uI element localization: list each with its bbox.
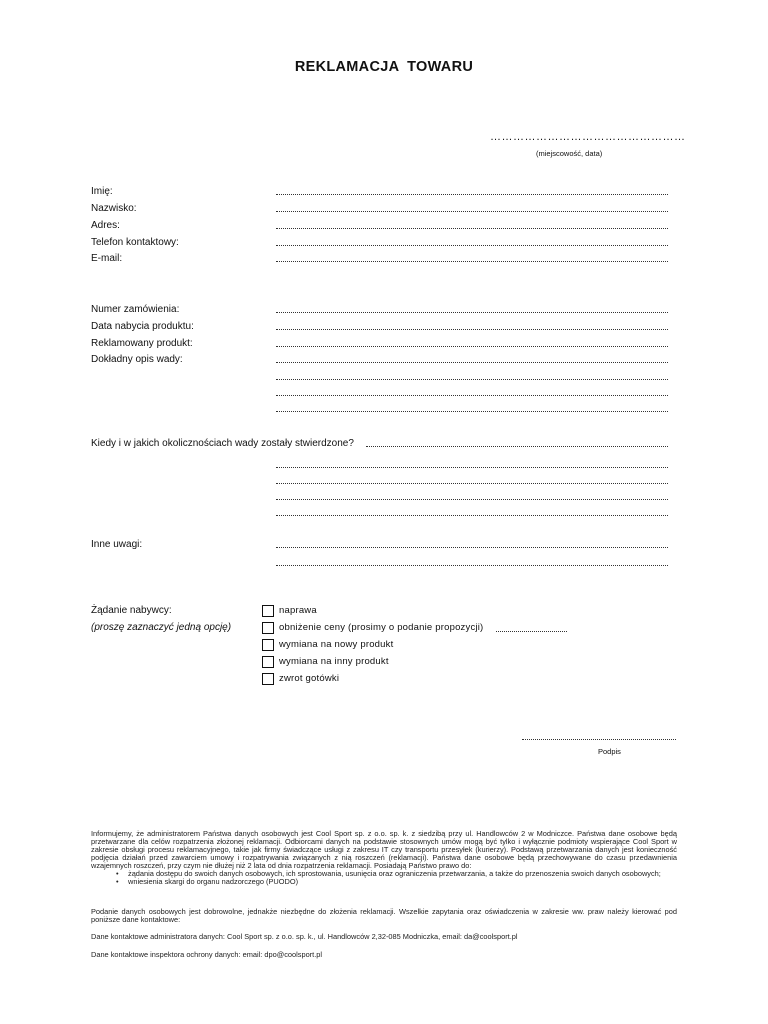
cash-refund-checkbox[interactable] bbox=[262, 673, 274, 685]
defect-field-line-3[interactable] bbox=[276, 395, 668, 396]
circumstances-field-line-4[interactable] bbox=[276, 499, 668, 500]
new-product-option-label: wymiana na nowy produkt bbox=[279, 639, 394, 650]
order-number-field[interactable] bbox=[276, 312, 668, 313]
gdpr-intro: Informujemy, że administratorem Państwa danych osobowych jest Cool Sport sp. z o.o. sp. k. z siedzibą przy ul. Handlowców 2 w Modniczce. Państwa dane osobowe będą przetwarzane dla celów rozpatrzenia złożonej reklamacji. Odbiorcami danych na podstawie stosownych umów mogą być tylko i wyłącznie podmioty wspierające Cool Sport w zakresie obsługi procesu reklamacyjnego, takie jak firmy świadczące usługi z zakresu IT czy transportu przesyłek (kurierzy). Podstawą przetwarzania danych jest konieczność podjęcia działań przed zawarciem umowy i rozpatrywania związanych z nią roszczeń (reklamacji). Państwa dane osobowe będą przechowywane do czasu przedawnienia wzajemnych roszczeń, przy czym nie dłużej niż 2 lata od dnia rozpatrzenia reklamacji. Posiadają Państwo prawo do: bbox=[91, 829, 677, 871]
name-field[interactable] bbox=[276, 194, 668, 195]
product-label: Reklamowany produkt: bbox=[91, 338, 193, 349]
gdpr-right-item: • wniesienia skargi do organu nadzorczego (PUODO) bbox=[110, 878, 677, 886]
phone-label: Telefon kontaktowy: bbox=[91, 237, 179, 248]
defect-field-line-4[interactable] bbox=[276, 411, 668, 412]
circumstances-label: Kiedy i w jakich okolicznościach wady zostały stwierdzone? bbox=[91, 438, 354, 449]
place-date-field[interactable]: …………………………………………… bbox=[490, 131, 686, 143]
name-label: Imię: bbox=[91, 186, 113, 197]
phone-field[interactable] bbox=[276, 245, 668, 246]
page-title: REKLAMACJA TOWARU bbox=[294, 59, 474, 75]
demand-label: Żądanie nabywcy: bbox=[91, 605, 172, 616]
dpo-contact: Dane kontaktowe inspektora ochrony danych: email: dpo@coolsport.pl bbox=[91, 950, 322, 959]
remarks-label: Inne uwagi: bbox=[91, 539, 143, 550]
defect-field-line-2[interactable] bbox=[276, 379, 668, 380]
purchase-date-field[interactable] bbox=[276, 329, 668, 330]
defect-field-line-1[interactable] bbox=[276, 362, 668, 363]
gdpr-right-item: • żądania dostępu do swoich danych osobowych, ich sprostowania, usunięcia oraz ograniczenia przetwarzania, a także do przenoszenia swoich danych osobowych; bbox=[110, 870, 677, 878]
remarks-field-line-1[interactable] bbox=[276, 547, 668, 548]
surname-field[interactable] bbox=[276, 211, 668, 212]
repair-option-label: naprawa bbox=[279, 605, 317, 616]
new-product-checkbox[interactable] bbox=[262, 639, 274, 651]
email-label: E-mail: bbox=[91, 253, 123, 264]
place-date-caption: (miejscowość, data) bbox=[536, 149, 603, 158]
gdpr-rights-list bbox=[110, 870, 677, 886]
address-label: Adres: bbox=[91, 220, 120, 231]
cash-refund-option-label: zwrot gotówki bbox=[279, 673, 340, 684]
order-number-label: Numer zamówienia: bbox=[91, 304, 180, 315]
purchase-date-label: Data nabycia produktu: bbox=[91, 321, 194, 332]
email-field[interactable] bbox=[276, 261, 668, 262]
surname-label: Nazwisko: bbox=[91, 203, 137, 214]
repair-checkbox[interactable] bbox=[262, 605, 274, 617]
defect-label: Dokładny opis wady: bbox=[91, 354, 183, 365]
circumstances-field-line-2[interactable] bbox=[276, 467, 668, 468]
circumstances-field-line-5[interactable] bbox=[276, 515, 668, 516]
gdpr-voluntary: Podanie danych osobowych jest dobrowolne, jednakże niezbędne do złożenia reklamacji. Wszelkie zapytania oraz oświadczenia w zakresie ww. praw należy kierować pod poniższe dane kontaktowe: bbox=[91, 907, 677, 925]
other-product-option-label: wymiana na inny produkt bbox=[279, 656, 389, 667]
price-reduction-option-label: obniżenie ceny (prosimy o podanie propozycji) bbox=[279, 622, 484, 633]
admin-contact: Dane kontaktowe administratora danych: Cool Sport sp. z o.o. sp. k., ul. Handlowców 2,32-085 Modniczka, email: da@coolsport.pl bbox=[91, 932, 518, 941]
signature-label: Podpis bbox=[598, 747, 621, 756]
circumstances-field-line-3[interactable] bbox=[276, 483, 668, 484]
signature-field[interactable] bbox=[522, 739, 676, 740]
other-product-checkbox[interactable] bbox=[262, 656, 274, 668]
circumstances-field-line-1[interactable] bbox=[366, 446, 668, 447]
demand-hint: (proszę zaznaczyć jedną opcję) bbox=[91, 622, 232, 633]
price-reduction-checkbox[interactable] bbox=[262, 622, 274, 634]
product-field[interactable] bbox=[276, 346, 668, 347]
address-field[interactable] bbox=[276, 228, 668, 229]
remarks-field-line-2[interactable] bbox=[276, 565, 668, 566]
price-proposal-field[interactable] bbox=[496, 631, 567, 632]
